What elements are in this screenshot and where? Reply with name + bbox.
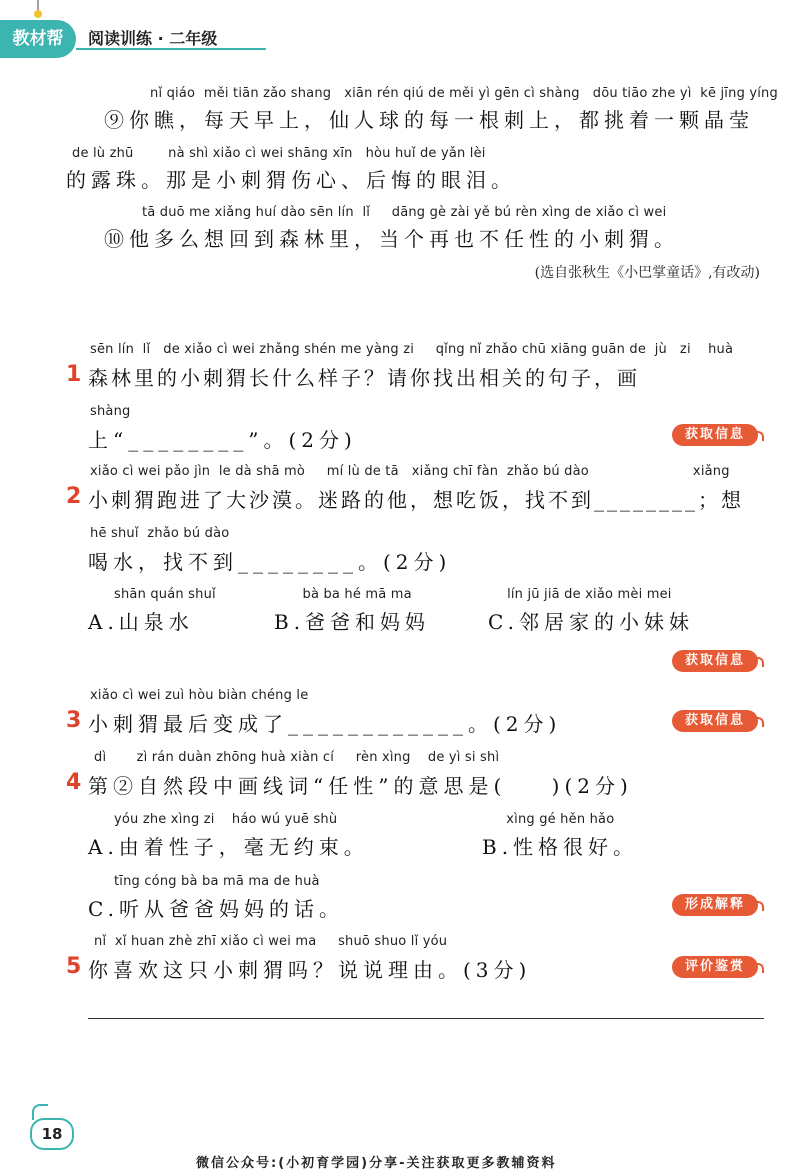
- pinyin-line: xiǎo cì wei zuì hòu biàn chéng le: [90, 688, 309, 703]
- question-number: 1: [66, 362, 82, 387]
- footer-notice: 微信公众号:(小初育学园)分享-关注获取更多教辅资料: [196, 1156, 557, 1171]
- option-a: A.山泉水: [88, 610, 194, 634]
- passage-paragraph-9-line-1: ⑨你瞧，每天早上，仙人球的每一根刺上，都挑着一颗晶莹: [104, 108, 754, 132]
- question-1-text-cont: 上“________”。(2分): [88, 428, 357, 452]
- question-number: 5: [66, 954, 82, 979]
- pinyin-line: xiǎo cì wei pǎo jìn le dà shā mò mí lù de tā xiǎng chī fàn zhǎo bú dào xiǎng: [90, 464, 730, 479]
- question-number: 2: [66, 484, 82, 509]
- answer-line: [88, 1018, 764, 1019]
- option-a: A.由着性子，毫无约束。: [88, 835, 369, 859]
- question-2-text-cont: 喝水，找不到________。(2分): [88, 550, 452, 574]
- skill-tag: 获取信息: [672, 424, 758, 446]
- pinyin-line: hē shuǐ zhǎo bú dào: [90, 526, 230, 541]
- pinyin-line: nǐ qiáo měi tiān zǎo shang xiān rén qiú de měi yì gēn cì shàng dōu tiāo zhe yì kē jīng yíng: [150, 86, 778, 101]
- lightbulb-icon: [34, 0, 42, 20]
- source-citation: (选自张秋生《小巴掌童话》,有改动): [534, 265, 760, 281]
- pinyin-line: shān quán shuǐ bà ba hé mā ma lín jū jiā de xiǎo mèi mei: [114, 587, 672, 602]
- option-b: B.爸爸和妈妈: [274, 610, 431, 634]
- question-2-text: 小刺猬跑进了大沙漠。迷路的他，想吃饭，找不到________；想: [88, 488, 744, 512]
- pinyin-line: nǐ xǐ huan zhè zhī xiǎo cì wei ma shuō shuo lǐ yóu: [94, 934, 448, 949]
- skill-tag: 获取信息: [672, 650, 758, 672]
- question-number: 3: [66, 708, 82, 733]
- brand-label: 教材帮: [0, 20, 76, 58]
- pinyin-line: de lù zhū nà shì xiǎo cì wei shāng xīn hòu huǐ de yǎn lèi: [72, 146, 486, 161]
- pinyin-line: sēn lín lǐ de xiǎo cì wei zhǎng shén me yàng zi qǐng nǐ zhǎo chū xiāng guān de jù zi huà: [90, 342, 734, 357]
- pinyin-line: shàng: [90, 404, 131, 419]
- option-c: C.邻居家的小妹妹: [488, 610, 694, 634]
- book-title: 阅读训练 · 二年级: [88, 29, 218, 48]
- question-3-text: 小刺猬最后变成了____________。(2分): [88, 712, 562, 736]
- option-b: B.性格很好。: [482, 835, 639, 859]
- pinyin-line: yóu zhe xìng zi háo wú yuē shù xìng gé hěn hǎo: [114, 812, 615, 827]
- pinyin-line: tīng cóng bà ba mā ma de huà: [114, 874, 320, 889]
- page-header: [0, 0, 800, 62]
- header-divider: [76, 48, 266, 50]
- pinyin-line: tā duō me xiǎng huí dào sēn lín lǐ dāng gè zài yě bú rèn xìng de xiǎo cì wei: [142, 205, 667, 220]
- skill-tag: 获取信息: [672, 710, 758, 732]
- skill-tag: 评价鉴赏: [672, 956, 758, 978]
- option-c: C.听从爸爸妈妈的话。: [88, 897, 344, 921]
- skill-tag: 形成解释: [672, 894, 758, 916]
- question-5-text: 你喜欢这只小刺猬吗？说说理由。(3分): [88, 958, 532, 982]
- pinyin-line: dì zì rán duàn zhōng huà xiàn cí rèn xìng de yì si shì: [94, 750, 500, 765]
- question-4-text: 第②自然段中画线词“任性”的意思是( )(2分): [88, 774, 633, 798]
- passage-paragraph-10: ⑩他多么想回到森林里，当个再也不任性的小刺猬。: [104, 227, 679, 251]
- passage-paragraph-9-line-2: 的露珠。那是小刺猬伤心、后悔的眼泪。: [66, 168, 516, 192]
- question-1-text: 森林里的小刺猬长什么样子？请你找出相关的句子，画: [88, 366, 640, 390]
- question-number: 4: [66, 770, 82, 795]
- page-number: 18: [30, 1118, 74, 1150]
